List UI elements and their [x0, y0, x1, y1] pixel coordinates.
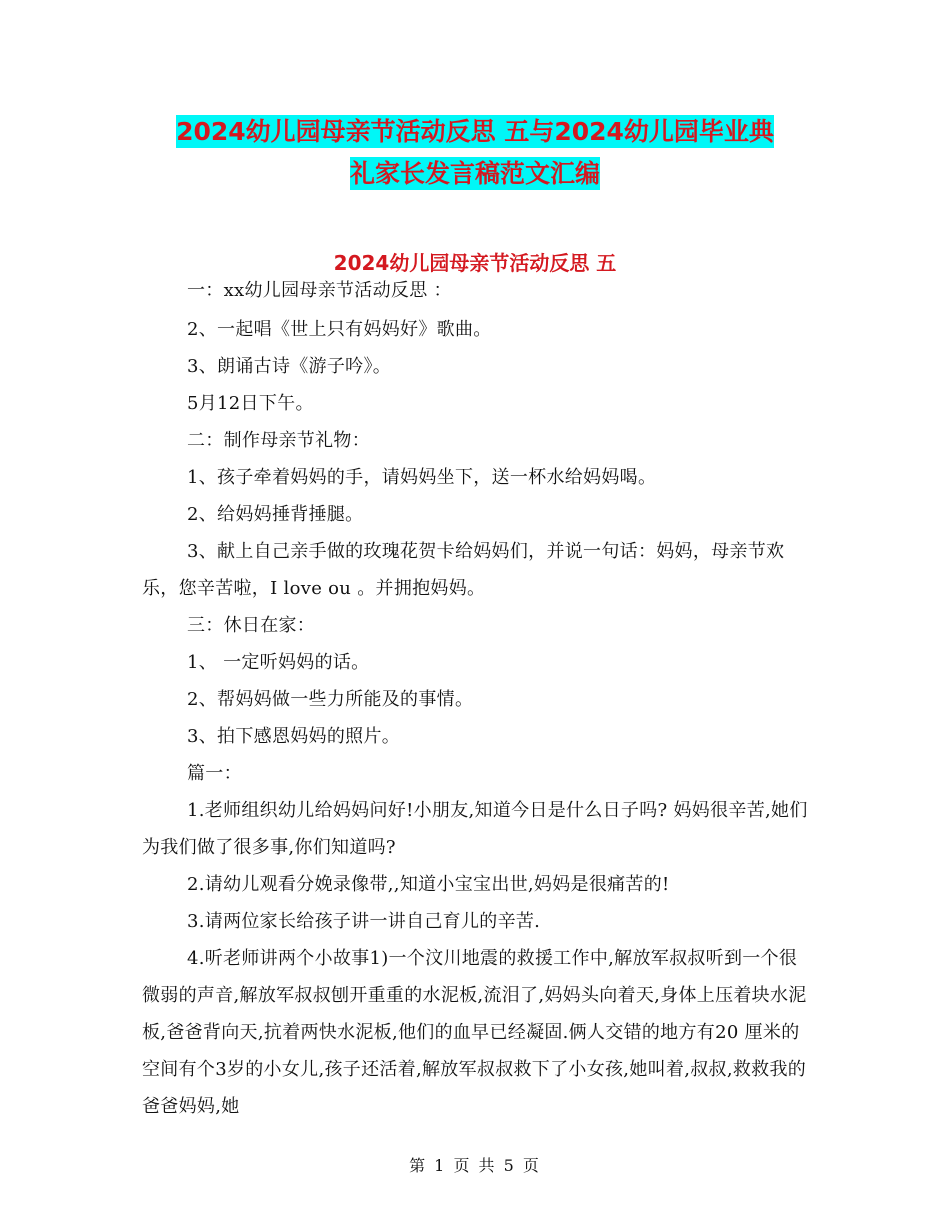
page-footer: 第 1 页 共 5 页: [409, 1156, 541, 1175]
document-body: [142, 276, 810, 1125]
paragraph-7: 2、给妈妈捶背捶腿。: [187, 504, 364, 525]
paragraph-10: 1、 一定听妈妈的话。: [187, 652, 370, 673]
paragraph-9: 三：休日在家：: [187, 615, 316, 636]
document-title-line-1: [100, 112, 850, 152]
paragraph-17: 4.听老师讲两个小故事1)一个汶川地震的救援工作中,解放军叔叔听到一个很微弱的声音,解放军叔叔刨开重重的水泥板,流泪了,妈妈头向着天,身体上压着块水泥板,爸爸背向天,抗着两快水泥板,他们的血早已经凝固.俩人交错的地方有20 厘米的空间有个3岁的小女儿,孩子还活着,解放军叔叔救下了小女孩,她叫着,叔叔,救救我的爸爸妈妈,她: [142, 948, 807, 1117]
paragraph-16: 3.请两位家长给孩子讲一讲自己育儿的辛苦.: [187, 911, 541, 932]
paragraph-12: 3、拍下感恩妈妈的照片。: [187, 726, 401, 747]
paragraph-6: 1、孩子牵着妈妈的手，请妈妈坐下，送一杯水给妈妈喝。: [187, 467, 657, 488]
paragraph-8: 3、献上自己亲手做的玫瑰花贺卡给妈妈们，并说一句话：妈妈，母亲节欢乐，您辛苦啦，I love ou 。并拥抱妈妈。: [142, 541, 785, 599]
paragraph-2: 2、一起唱《世上只有妈妈好》歌曲。: [187, 319, 492, 340]
document-title-text-2: 礼家长发言稿范文汇编: [349, 159, 600, 188]
document-title-text-1: 2024幼儿园母亲节活动反思 五与2024幼儿园毕业典: [176, 117, 774, 146]
paragraph-13: 篇一：: [187, 763, 242, 784]
document-title-line-2: [100, 154, 850, 194]
paragraph-14: 1.老师组织幼儿给妈妈问好!小朋友,知道今日是什么日子吗? 妈妈很辛苦,她们为我们做了很多事,你们知道吗?: [142, 800, 808, 858]
paragraph-1: 一：xx幼儿园母亲节活动反思 ：: [187, 280, 452, 301]
paragraph-11: 2、帮妈妈做一些力所能及的事情。: [187, 689, 474, 710]
paragraph-15: 2.请幼儿观看分娩录像带,,知道小宝宝出世,妈妈是很痛苦的!: [187, 874, 670, 895]
paragraph-5: 二：制作母亲节礼物：: [187, 430, 370, 451]
section-heading: 2024幼儿园母亲节活动反思 五: [333, 251, 617, 275]
paragraph-4: 5月12日下午。: [187, 393, 314, 414]
paragraph-3: 3、朗诵古诗《游子吟》。: [187, 356, 392, 377]
